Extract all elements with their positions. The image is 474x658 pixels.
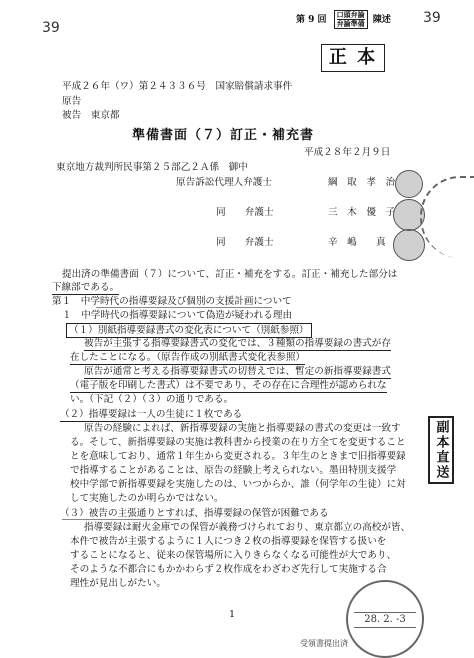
attorney-seal-3	[393, 229, 425, 261]
attorney-seal-1	[395, 170, 423, 198]
section-1-heading: 第１ 中学時代の指導要録及び個別の支援計画について	[52, 296, 292, 307]
document-title: 準備書面（７）訂正・補充書	[132, 128, 315, 143]
attorney-name-2: 三 木 優 子	[328, 207, 396, 218]
handwritten-page-number-right: 39	[423, 10, 441, 26]
attorney-name-1: 綱 取 孝 治	[328, 177, 396, 188]
item-2-line-1: 原告の経験によれば、新指導要録の実施と指導要録の書式の変更は一致す	[84, 423, 401, 434]
item-1-line-5: い。（下記（２）（３）の通りである。	[70, 394, 234, 405]
intro-line-2: 下線部である。	[52, 282, 120, 293]
item-1-heading: （１）別紙指導要録書式の変化表について（別紙参照）	[66, 323, 312, 338]
attorney-role-3: 同 弁護士	[216, 237, 274, 248]
defendant-line: 被告 東京都	[62, 110, 120, 121]
item-2-line-2: る。そして、新指導要録の実施は教科書から授業の在り方全てを変更すること	[70, 437, 406, 448]
plaintiff-label: 原告	[62, 96, 82, 107]
subsection-1-heading: １ 中学時代の指導要録について偽造が疑われる理由	[62, 310, 293, 321]
item-1-line-2: 在したことになる。（原告作成の別紙書式変化表参照）	[70, 352, 306, 363]
attorney-name-3: 辛 嶋 真	[328, 237, 386, 248]
item-1-line-3: 原告が通常と考える指導要録書式の切替えでは、暫定の新指導要録書式	[84, 366, 391, 377]
hearing-stamp-number: 第 9 回	[296, 15, 327, 25]
perforation-seal-arc	[420, 176, 474, 258]
item-2-line-3: とを意味しており、通常１年生から変更される。３年生のときまで旧指導要録	[70, 451, 406, 462]
item-3-line-3: することになると、従来の保管場所に入りきらなくなる可能性が大であり、	[70, 550, 397, 561]
item-1-line-4: （電子版を印刷した書式）は不要であり、その存在に合理性が認められな	[70, 380, 387, 391]
item-2-line-6: して実施したのか明らかではない。	[70, 493, 224, 504]
item-3-line-5: 理性が見出しがたい。	[70, 578, 166, 589]
handwritten-page-number-left: 39	[42, 20, 60, 36]
item-3-line-1: 指導要録は耐火金庫での保管が義務づけられており、東京都立の高校が皆、	[84, 522, 411, 533]
hearing-stamp-suffix: 陳述	[372, 15, 391, 25]
duplicate-sent-stamp	[428, 416, 454, 484]
item-2-line-5: 校中学部で新指導要録を実施したのは、いつからか、誰（何学年の生徒）に対	[70, 479, 406, 490]
case-number: 平成２６年（ワ）第２４３３６号 国家賠償請求事件	[62, 81, 293, 92]
hearing-stamp	[296, 10, 391, 29]
hearing-stamp-oral: 口頭弁論	[336, 10, 365, 19]
section-1-underline	[96, 307, 272, 308]
attorney-role-2: 同 弁護士	[216, 207, 274, 218]
item-3-line-4: そのような不都合にもかかわらず２枚作成をわざわざ先行して実施する合	[70, 564, 387, 575]
received-date-stamp	[346, 580, 424, 658]
document-date: 平成２８年２月９日	[304, 147, 391, 158]
received-date: 28. 2. -3	[354, 612, 416, 628]
attorney-role-1: 原告訴訟代理人弁護士	[176, 177, 272, 188]
page-number: 1	[229, 609, 236, 620]
item-3-underline	[62, 519, 180, 520]
item-2-heading: （２）指導要録は一人の生徒に１枚である	[60, 409, 243, 420]
received-label: 受領書提出済	[300, 639, 348, 648]
hearing-stamp-prep: 弁論準備	[336, 19, 365, 28]
original-copy-stamp: 正 本	[321, 44, 385, 72]
item-3-line-2: 本件で被告が主張するように１人につき２枚の指導要録を保管する扱いを	[70, 536, 387, 547]
item-2-line-4: で指導することがあることは、原告の経験上考えられない。墨田特別支援学	[70, 465, 397, 476]
hearing-stamp-type	[334, 10, 368, 29]
court-addressee: 東京地方裁判所民事第２５部乙２Ａ係 御中	[56, 162, 248, 173]
duplicate-sent-stamp-text: 副本直送	[433, 420, 449, 480]
intro-line-1: 提出済の準備書面（７）について、訂正・補充をする。訂正・補充した部分は	[62, 269, 398, 280]
item-1-line-1: 被告が主張する指導要録書式の変化では、３種類の指導要録の書式が存	[84, 338, 391, 349]
item-3-heading: （３）被告の主張通りとすれば、指導要録の保管が困難である	[60, 508, 329, 519]
